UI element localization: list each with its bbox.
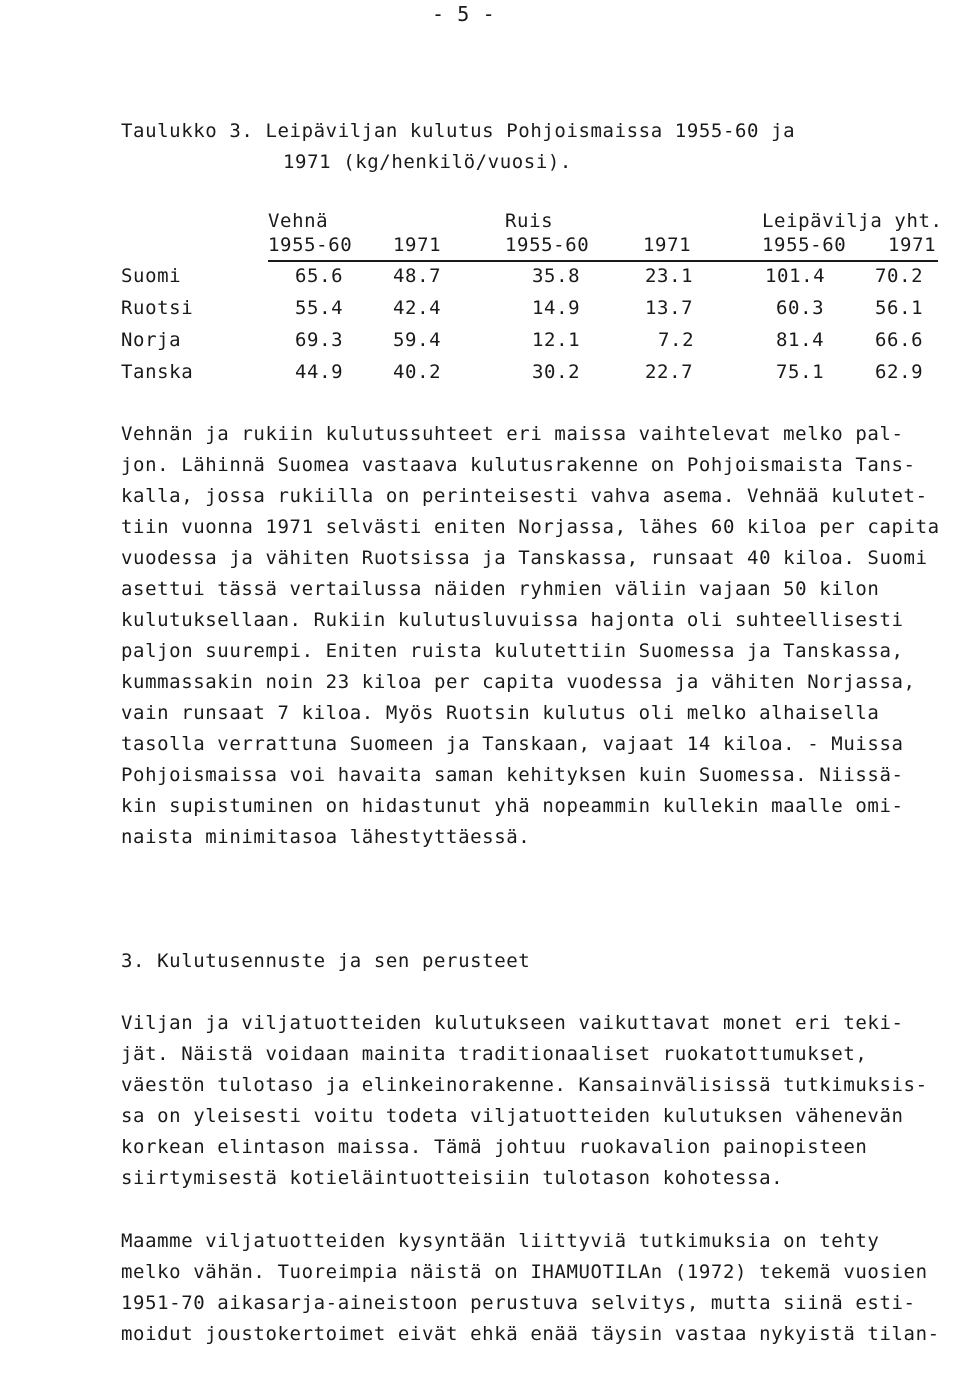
paragraph-3-line: moidut joustokertoimet eivät ehkä enää täysin vastaa nykyistä tilan- xyxy=(121,1323,940,1345)
table-cell: 55.4 xyxy=(295,297,344,319)
table-cell: 40.2 xyxy=(393,361,442,383)
paragraph-2-line: korkean elintason maissa. Tämä johtuu ruokavalion painopisteen xyxy=(121,1136,868,1158)
table-caption-line-1: Taulukko 3. Leipäviljan kulutus Pohjoismaissa 1955-60 ja xyxy=(121,120,796,142)
subheader-total-1955-60: 1955-60 xyxy=(762,234,847,256)
table-cell: 35.8 xyxy=(532,265,581,287)
paragraph-1-line: naista minimitasoa lähestyttäessä. xyxy=(121,826,531,848)
paragraph-1-line: kalla, jossa rukiilla on perinteisesti vahva asema. Vehnää kulutet- xyxy=(121,485,928,507)
paragraph-1-line: vuodessa ja vähiten Ruotsissa ja Tanskassa, runsaat 40 kiloa. Suomi xyxy=(121,547,928,569)
row-country: Tanska xyxy=(121,361,194,383)
paragraph-1-line: kummassakin noin 23 kiloa per capita vuodessa ja vähiten Norjassa, xyxy=(121,671,916,693)
header-rye: Ruis xyxy=(505,210,554,232)
paragraph-1-line: vain runsaat 7 kiloa. Myös Ruotsin kulutus oli melko alhaisella xyxy=(121,702,880,724)
table-cell: 13.7 xyxy=(645,297,694,319)
table-cell: 7.2 xyxy=(658,329,695,351)
paragraph-2-line: siirtymisestä kotieläintuotteisiin tulotason kohotessa. xyxy=(121,1167,784,1189)
table-cell: 81.4 xyxy=(776,329,825,351)
paragraph-2-line: jät. Näistä voidaan mainita traditionaaliset ruokatottumukset, xyxy=(121,1043,868,1065)
paragraph-1-line: jon. Lähinnä Suomea vastaava kulutusrakenne on Pohjoismaista Tans- xyxy=(121,454,916,476)
section-heading: 3. Kulutusennuste ja sen perusteet xyxy=(121,950,531,972)
paragraph-2-line: sa on yleisesti voitu todeta viljatuotteiden kulutuksen vähenevän xyxy=(121,1105,904,1127)
table-cell: 65.6 xyxy=(295,265,344,287)
table-cell: 75.1 xyxy=(776,361,825,383)
paragraph-1-line: Vehnän ja rukiin kulutussuhteet eri maissa vaihtelevat melko pal- xyxy=(121,423,904,445)
table-cell: 23.1 xyxy=(645,265,694,287)
paragraph-3-line: melko vähän. Tuoreimpia näistä on IHAMUOTILAn (1972) tekemä vuosien xyxy=(121,1261,928,1283)
paragraph-1-line: tasolla verrattuna Suomeen ja Tanskaan, vajaat 14 kiloa. - Muissa xyxy=(121,733,904,755)
table-cell: 66.6 xyxy=(875,329,924,351)
subheader-rye-1971: 1971 xyxy=(643,234,692,256)
table-cell: 44.9 xyxy=(295,361,344,383)
table-caption-line-2: 1971 (kg/henkilö/vuosi). xyxy=(283,151,572,173)
table-cell: 70.2 xyxy=(875,265,924,287)
table-cell: 48.7 xyxy=(393,265,442,287)
subheader-total-1971: 1971 xyxy=(888,234,937,256)
paragraph-1-line: paljon suurempi. Eniten ruista kulutettiin Suomessa ja Tanskassa, xyxy=(121,640,904,662)
paragraph-3-line: 1951-70 aikasarja-aineistoon perustuva selvitys, mutta siinä esti- xyxy=(121,1292,916,1314)
paragraph-1-line: kulutuksellaan. Rukiin kulutusluvuissa hajonta oli suhteellisesti xyxy=(121,609,904,631)
header-bread-grain-total: Leipävilja yht. xyxy=(762,210,943,232)
paragraph-1-line: asettui tässä vertailussa näiden ryhmien väliin vajaan 50 kilon xyxy=(121,578,880,600)
paragraph-1-line: tiin vuonna 1971 selvästi eniten Norjassa, lähes 60 kiloa per capita xyxy=(121,516,940,538)
table-cell: 30.2 xyxy=(532,361,581,383)
table-cell: 22.7 xyxy=(645,361,694,383)
paragraph-3-line: Maamme viljatuotteiden kysyntään liittyviä tutkimuksia on tehty xyxy=(121,1230,880,1252)
subheader-wheat-1955-60: 1955-60 xyxy=(268,234,353,256)
table-cell: 59.4 xyxy=(393,329,442,351)
table-cell: 42.4 xyxy=(393,297,442,319)
table-cell: 14.9 xyxy=(532,297,581,319)
table-cell: 62.9 xyxy=(875,361,924,383)
paragraph-2-line: väestön tulotaso ja elinkeinorakenne. Kansainvälisissä tutkimuksis- xyxy=(121,1074,928,1096)
row-country: Suomi xyxy=(121,265,182,287)
table-cell: 56.1 xyxy=(875,297,924,319)
paragraph-2-line: Viljan ja viljatuotteiden kulutukseen vaikuttavat monet eri teki- xyxy=(121,1012,904,1034)
paragraph-1-line: kin supistuminen on hidastunut yhä nopeammin kullekin maalle omi- xyxy=(121,795,904,817)
row-country: Norja xyxy=(121,329,182,351)
page-number: - 5 - xyxy=(432,2,496,26)
table-cell: 101.4 xyxy=(765,265,826,287)
subheader-wheat-1971: 1971 xyxy=(393,234,442,256)
table-cell: 12.1 xyxy=(532,329,581,351)
subheader-rye-1955-60: 1955-60 xyxy=(505,234,590,256)
table-header-rule xyxy=(268,260,938,262)
paragraph-1-line: Pohjoismaissa voi havaita saman kehityksen kuin Suomessa. Niissä- xyxy=(121,764,904,786)
header-wheat: Vehnä xyxy=(268,210,329,232)
table-cell: 69.3 xyxy=(295,329,344,351)
table-cell: 60.3 xyxy=(776,297,825,319)
row-country: Ruotsi xyxy=(121,297,194,319)
